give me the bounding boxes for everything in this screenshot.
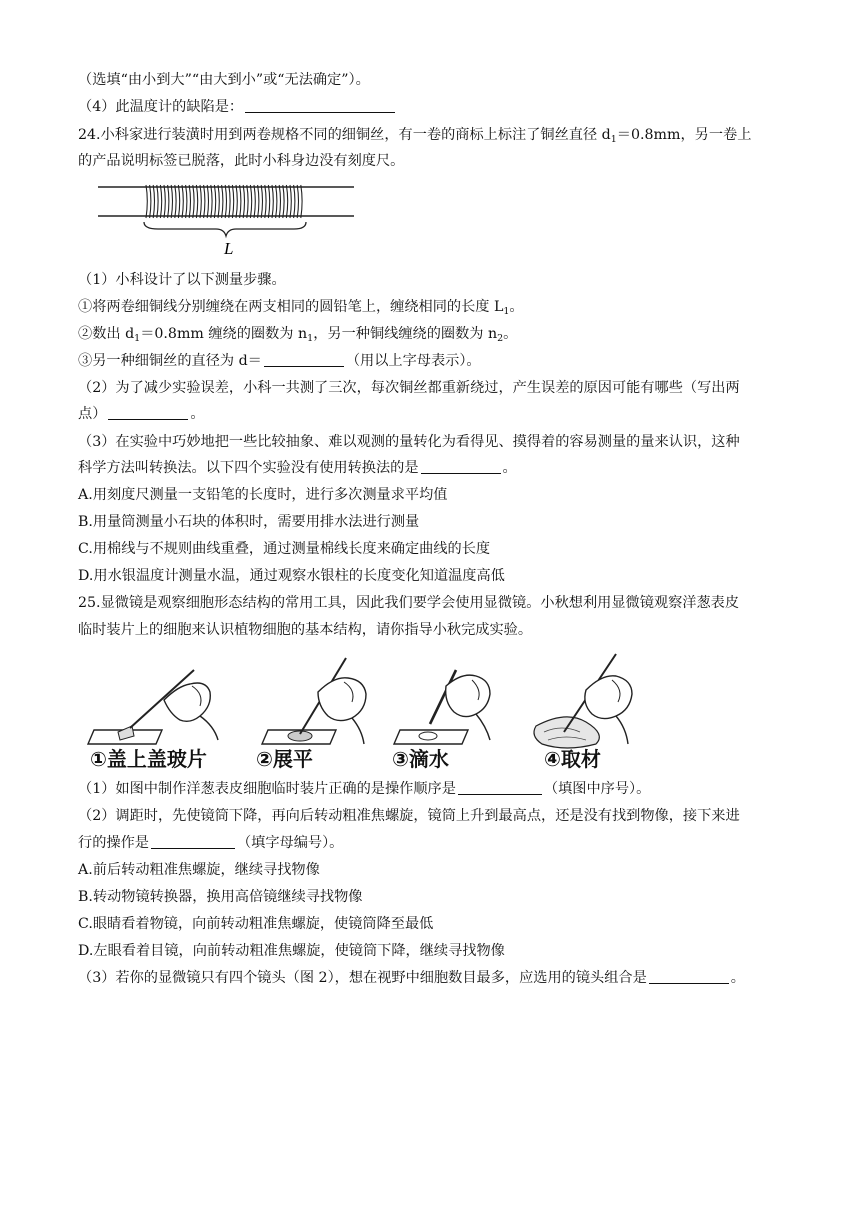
text-line: （选填“由小到大”“由大到小”或“无法确定”）。 xyxy=(78,72,370,88)
coil-turn xyxy=(254,185,255,218)
length-brace xyxy=(144,222,306,236)
coil-turn xyxy=(189,185,190,218)
text-line: （1）如图中制作洋葱表皮细胞临时装片正确的是操作顺序是 （填图中序号）。 xyxy=(78,781,651,797)
step-2: ②数出 $d_1=0.8mm$ 缠绕的圈数为 $n_1$，另一种铜线缠绕的圈数为 $n_2$。 xyxy=(78,326,518,344)
text-line: 科学方法叫转换法。以下四个实验没有使用转换法的是 。 xyxy=(78,460,517,476)
coil-turn xyxy=(218,185,219,218)
coil-turn xyxy=(286,185,287,218)
text-line: （2）为了减少实验误差，小科一共测了三次，每次铜丝都重新绕过，产生误差的原因可能有哪些（写出两 xyxy=(78,380,740,396)
text-line: （2）调距时，先使镜筒下降，再向后转动粗准焦螺旋，镜筒上升到最高点，还是没有找到物像，接下来进 xyxy=(78,808,740,824)
coil-turn xyxy=(186,185,187,218)
coil-diagram xyxy=(98,182,358,260)
coil-turn xyxy=(175,185,176,218)
coil-turn xyxy=(164,185,165,218)
step-1: ①将两卷细铜线分别缠绕在两支相同的圆铅笔上，缠绕相同的长度 $L_1$。 xyxy=(78,299,524,317)
coil-turn xyxy=(258,185,259,218)
coil-turn xyxy=(268,185,269,218)
step-1-illustration xyxy=(88,670,218,744)
step-caption: ③滴水 xyxy=(392,747,449,770)
coil-turn xyxy=(178,185,179,218)
step-2-illustration xyxy=(262,658,366,744)
length-label: L xyxy=(224,239,234,258)
option-a: A.前后转动粗准焦螺旋，继续寻找物像 xyxy=(78,862,320,878)
option-c: C.眼睛看着物镜，向前转动粗准焦螺旋，使镜筒降至最低 xyxy=(78,916,434,932)
text-line: （1）小科设计了以下测量步骤。 xyxy=(78,272,286,288)
coil-turn xyxy=(222,185,223,218)
coil-turn xyxy=(160,185,161,218)
text-line: （3）若你的显微镜只有四个镜头（图 2），想在视野中细胞数目最多，应选用的镜头组合是 。 xyxy=(78,970,745,986)
question-25-intro: 25.显微镜是观察细胞形态结构的常用工具，因此我们要学会使用显微镜。小秋想利用显微镜观察洋葱表皮 xyxy=(78,595,740,611)
answer-blank[interactable] xyxy=(458,780,542,795)
coil-turn xyxy=(243,185,244,218)
answer-blank[interactable] xyxy=(108,405,188,420)
coil-turn xyxy=(196,185,197,218)
text-line: 点） 。 xyxy=(78,406,205,422)
option-c: C.用棉线与不规则曲线重叠，通过测量棉线长度来确定曲线的长度 xyxy=(78,541,491,557)
coil-turn xyxy=(283,185,284,218)
text-line: 的产品说明标签已脱落，此时小科身边没有刻度尺。 xyxy=(78,153,405,169)
coil-turn xyxy=(193,185,194,218)
option-b: B.用量筒测量小石块的体积时，需要用排水法进行测量 xyxy=(78,514,420,530)
coil-turn xyxy=(225,185,226,218)
coil-turn xyxy=(200,185,201,218)
coil-turn xyxy=(265,185,266,218)
coil-turn xyxy=(250,185,251,218)
coil-turn xyxy=(279,185,280,218)
text-line: （3）在实验中巧妙地把一些比较抽象、难以观测的量转化为看得见、摸得着的容易测量的量来认识，这种 xyxy=(78,434,740,450)
option-b: B.转动物镜转换器，换用高倍镜继续寻找物像 xyxy=(78,889,363,905)
coil-turn xyxy=(150,185,151,218)
coil-turn xyxy=(153,185,154,218)
text-line: 行的操作是 （填字母编号）。 xyxy=(78,835,344,851)
coil-turn xyxy=(232,185,233,218)
answer-blank[interactable] xyxy=(245,98,395,113)
text-line: （4）此温度计的缺陷是： xyxy=(78,97,788,117)
coil-turn xyxy=(182,185,183,218)
coil-turn xyxy=(276,185,277,218)
text-line: 临时装片上的细胞来认识植物细胞的基本结构，请你指导小秋完成实验。 xyxy=(78,622,533,638)
question-24-intro: 24.小科家进行装潢时用到两卷规格不同的细铜丝，有一卷的商标上标注了铜丝直径 $d_1=0.8mm$，另一卷上 xyxy=(78,127,752,145)
coil-turn xyxy=(211,185,212,218)
coil-turn xyxy=(294,185,295,218)
coil-turn xyxy=(229,185,230,218)
coil-turn xyxy=(272,185,273,218)
answer-blank[interactable] xyxy=(421,459,501,474)
option-d: D.左眼看着目镜，向前转动粗准焦螺旋，使镜筒下降，继续寻找物像 xyxy=(78,943,505,959)
coil-turn xyxy=(236,185,237,218)
coil-turn xyxy=(171,185,172,218)
slide-preparation-figure xyxy=(86,640,676,770)
coil-turn xyxy=(157,185,158,218)
option-a: A.用刻度尺测量一支铅笔的长度时，进行多次测量求平均值 xyxy=(78,487,448,503)
option-d: D.用水银温度计测量水温，通过观察水银柱的长度变化知道温度高低 xyxy=(78,568,505,584)
step-caption: ②展平 xyxy=(256,747,313,770)
step-caption: ①盖上盖玻片 xyxy=(90,747,207,770)
coil-turn xyxy=(214,185,215,218)
coil-turn xyxy=(290,185,291,218)
step-3: ③另一种细铜丝的直径为 d＝ （用以上字母表示）。 xyxy=(78,353,481,369)
answer-blank[interactable] xyxy=(151,834,235,849)
coil-turn xyxy=(204,185,205,218)
answer-blank[interactable] xyxy=(649,969,729,984)
coil-turn xyxy=(261,185,262,218)
step-caption: ④取材 xyxy=(544,747,601,770)
coil-turn xyxy=(240,185,241,218)
step-3-illustration xyxy=(394,670,490,744)
coil-turn xyxy=(146,185,147,218)
coil-turn xyxy=(297,185,298,218)
coil-turn xyxy=(168,185,169,218)
coil-turn xyxy=(207,185,208,218)
answer-blank[interactable] xyxy=(264,352,344,367)
step-4-illustration xyxy=(534,654,632,748)
coil-turn xyxy=(247,185,248,218)
coil-turn xyxy=(301,185,302,218)
